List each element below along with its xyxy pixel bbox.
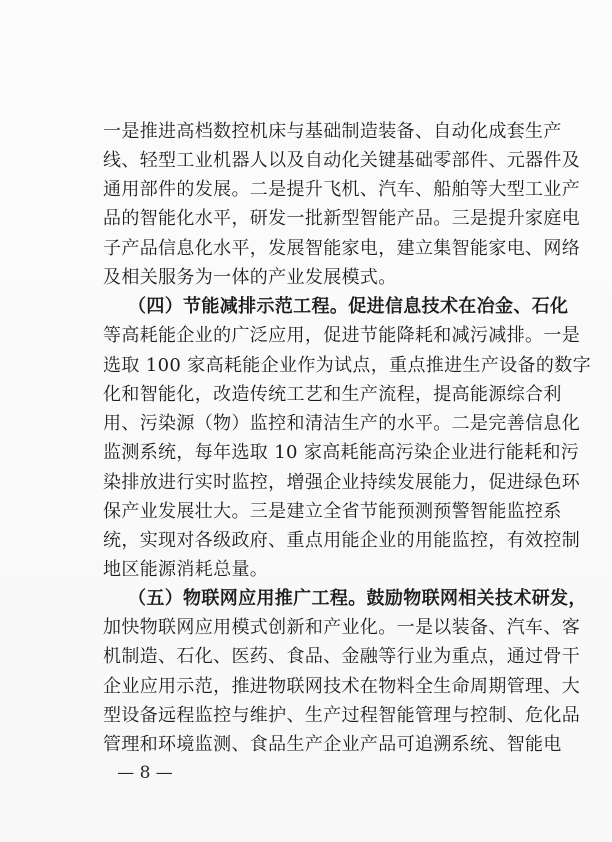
body-line-20: 企业应用示范，推进物联网技术在物料全生命周期管理、大 [103,676,581,697]
body-line-11: 用、污染源（物）监控和清洁生产的水平。二是完善信息化 [103,413,581,434]
body-line-13: 染排放进行实时监控，增强企业持续发展能力，促进绿色环 [103,472,581,493]
page-number: — 8 — [117,763,173,783]
body-line-22: 管理和环境监测、食品生产企业产品可追溯系统、智能电 [103,734,562,755]
body-line-4: 品的智能化水平，研发一批新型智能产品。三是提升家庭电 [103,208,581,229]
body-line-2: 线、轻型工业机器人以及自动化关键基础零部件、元器件及 [103,150,581,171]
body-line-16: 地区能源消耗总量。 [103,559,269,580]
body-line-14: 保产业发展壮大。三是建立全省节能预测预警智能监控系 [103,501,562,522]
section-heading-4-line-1: （四）节能减排示范工程。促进信息技术在冶金、石化 [128,296,569,317]
body-line-8: 等高耗能企业的广泛应用，促进节能降耗和减污减排。一是 [103,325,581,346]
body-line-6: 及相关服务为一体的产业发展模式。 [103,267,397,288]
body-line-5: 子产品信息化水平，发展智能家电，建立集智能家电、网络 [103,238,581,259]
body-line-18: 加快物联网应用模式创新和产业化。一是以装备、汽车、客 [103,617,581,638]
body-line-9: 选取 100 家高耗能企业作为试点，重点推进生产设备的数字 [103,355,591,376]
body-line-21: 型设备远程监控与维护、生产过程智能管理与控制、危化品 [103,705,581,726]
body-line-12: 监测系统，每年选取 10 家高耗能高污染企业进行能耗和污 [103,442,580,463]
body-line-15: 统，实现对各级政府、重点用能企业的用能监控，有效控制 [103,530,581,551]
body-line-1: 一是推进高档数控机床与基础制造装备、自动化成套生产 [103,121,562,142]
body-line-19: 机制造、石化、医药、食品、金融等行业为重点，通过骨干 [103,646,581,667]
section-heading-5-line-1: （五）物联网应用推广工程。鼓励物联网相关技术研发， [128,588,587,609]
body-line-3: 通用部件的发展。二是提升飞机、汽车、船舶等大型工业产 [103,179,581,200]
body-line-10: 化和智能化，改造传统工艺和生产流程，提高能源综合利 [103,384,562,405]
